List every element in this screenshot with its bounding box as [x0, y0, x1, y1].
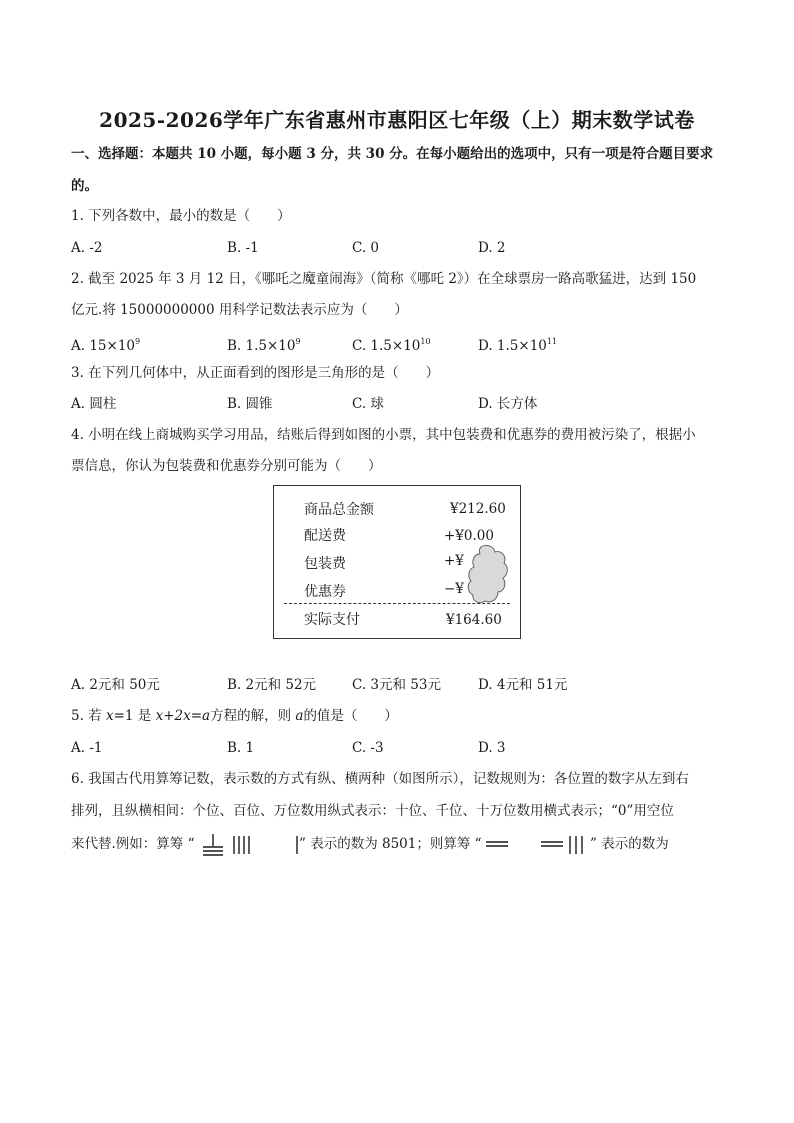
- q2-option-a[interactable]: [71, 333, 140, 355]
- q5-option-a[interactable]: A. -1: [71, 740, 103, 756]
- receipt-value-coupon: −¥: [444, 581, 464, 597]
- question-1-stem: 1. 下列各数中，最小的数是（ ）: [71, 208, 291, 224]
- receipt-figure: [273, 485, 521, 639]
- counting-rods-question-icon: [484, 832, 590, 860]
- q2-option-b[interactable]: [227, 333, 301, 355]
- question-2-stem: 2. 截至 2025 年 3 月 12 日，《哪吒之魔童闹海》（简称《哪吒 2》）在全球票房一路高歌猛进，达到 150: [71, 271, 697, 287]
- receipt-label-coupon: 优惠券: [304, 584, 346, 600]
- q5-var-a: a: [295, 708, 304, 724]
- question-6-text-2: ” 表示的数为 8501；则算筹 “: [299, 836, 482, 852]
- q2-option-b-exp: 9: [295, 337, 301, 346]
- question-6-stem: 6. 我国古代用算筹记数，表示数的方式有纵、横两种（如图所示），记数规则为：各位置的数字从左到右: [71, 771, 689, 787]
- q5-equation: x+2x=a: [155, 708, 211, 724]
- page-title: 2025-2026学年广东省惠州市惠阳区七年级（上）期末数学试卷: [99, 108, 695, 132]
- q4-option-b[interactable]: B. 2元和 52元: [227, 677, 317, 693]
- question-6-text-1: 来代替.例如：算筹 “: [71, 836, 195, 852]
- q5-text-4: 的值是（ ）: [303, 708, 398, 724]
- section-heading-cont: 的。: [71, 178, 98, 194]
- q4-option-a[interactable]: A. 2元和 50元: [71, 677, 160, 693]
- q3-option-d[interactable]: D. 长方体: [478, 396, 538, 412]
- q5-option-b[interactable]: B. 1: [227, 740, 255, 756]
- q5-option-c[interactable]: C. -3: [352, 740, 384, 756]
- q2-option-c-base: C. 1.5×10: [352, 338, 421, 354]
- q4-option-c[interactable]: C. 3元和 53元: [352, 677, 441, 693]
- question-6-text-3: ” 表示的数为: [590, 836, 669, 852]
- receipt-value-subtotal: ¥212.60: [450, 501, 506, 517]
- receipt-value-packaging: +¥: [444, 553, 464, 569]
- question-5-stem: [71, 707, 398, 725]
- q1-option-a[interactable]: A. -2: [71, 240, 103, 256]
- q2-option-a-exp: 9: [135, 337, 141, 346]
- q2-option-c[interactable]: [352, 333, 431, 355]
- question-4-stem-cont: 票信息，你认为包装费和优惠券分别可能为（ ）: [71, 458, 382, 474]
- q2-option-d-exp: 11: [546, 337, 558, 346]
- q3-option-c[interactable]: C. 球: [352, 396, 384, 412]
- receipt-label-total: 实际支付: [304, 612, 360, 628]
- receipt-label-subtotal: 商品总金额: [304, 502, 374, 518]
- q5-option-d[interactable]: D. 3: [478, 740, 506, 756]
- counting-rods-example-icon: [200, 832, 300, 860]
- q5-text-3: 方程的解，则: [210, 708, 296, 724]
- section-heading: 一、选择题：本题共 10 小题，每小题 3 分，共 30 分。在每小题给出的选项中，只有一项是符合题目要求: [71, 146, 714, 162]
- question-2-stem-cont: 亿元.将 15000000000 用科学记数法表示应为（ ）: [71, 302, 408, 318]
- q3-option-a[interactable]: A. 圆柱: [71, 396, 117, 412]
- q5-text-2: =1 是: [113, 708, 156, 724]
- receipt-label-packaging: 包装费: [304, 556, 346, 572]
- q2-option-b-base: B. 1.5×10: [227, 338, 296, 354]
- q2-option-d[interactable]: [478, 333, 557, 355]
- q5-var-x: x: [105, 708, 114, 724]
- q5-text-1: 5. 若: [71, 708, 106, 724]
- q2-option-a-base: A. 15×10: [71, 338, 135, 354]
- q1-option-c[interactable]: C. 0: [352, 240, 380, 256]
- question-3-stem: 3. 在下列几何体中，从正面看到的图形是三角形的是（ ）: [71, 365, 440, 381]
- q1-option-d[interactable]: D. 2: [478, 240, 506, 256]
- receipt-value-total: ¥164.60: [446, 612, 502, 628]
- receipt-label-delivery: 配送费: [304, 528, 346, 544]
- receipt-value-delivery: +¥0.00: [444, 528, 494, 544]
- question-6-stem-cont: 排列，且纵横相间：个位、百位、万位数用纵式表示：十位、千位、十万位数用横式表示；“0”用空位: [71, 803, 674, 819]
- q1-option-b[interactable]: B. -1: [227, 240, 259, 256]
- q3-option-b[interactable]: B. 圆锥: [227, 396, 273, 412]
- q2-option-c-exp: 10: [420, 337, 431, 346]
- question-4-stem: 4. 小明在线上商城购买学习用品，结账后得到如图的小票，其中包装费和优惠券的费用被污染了，根据小: [71, 427, 696, 443]
- q2-option-d-base: D. 1.5×10: [478, 338, 547, 354]
- q4-option-d[interactable]: D. 4元和 51元: [478, 677, 568, 693]
- ink-stain-icon: [467, 544, 509, 606]
